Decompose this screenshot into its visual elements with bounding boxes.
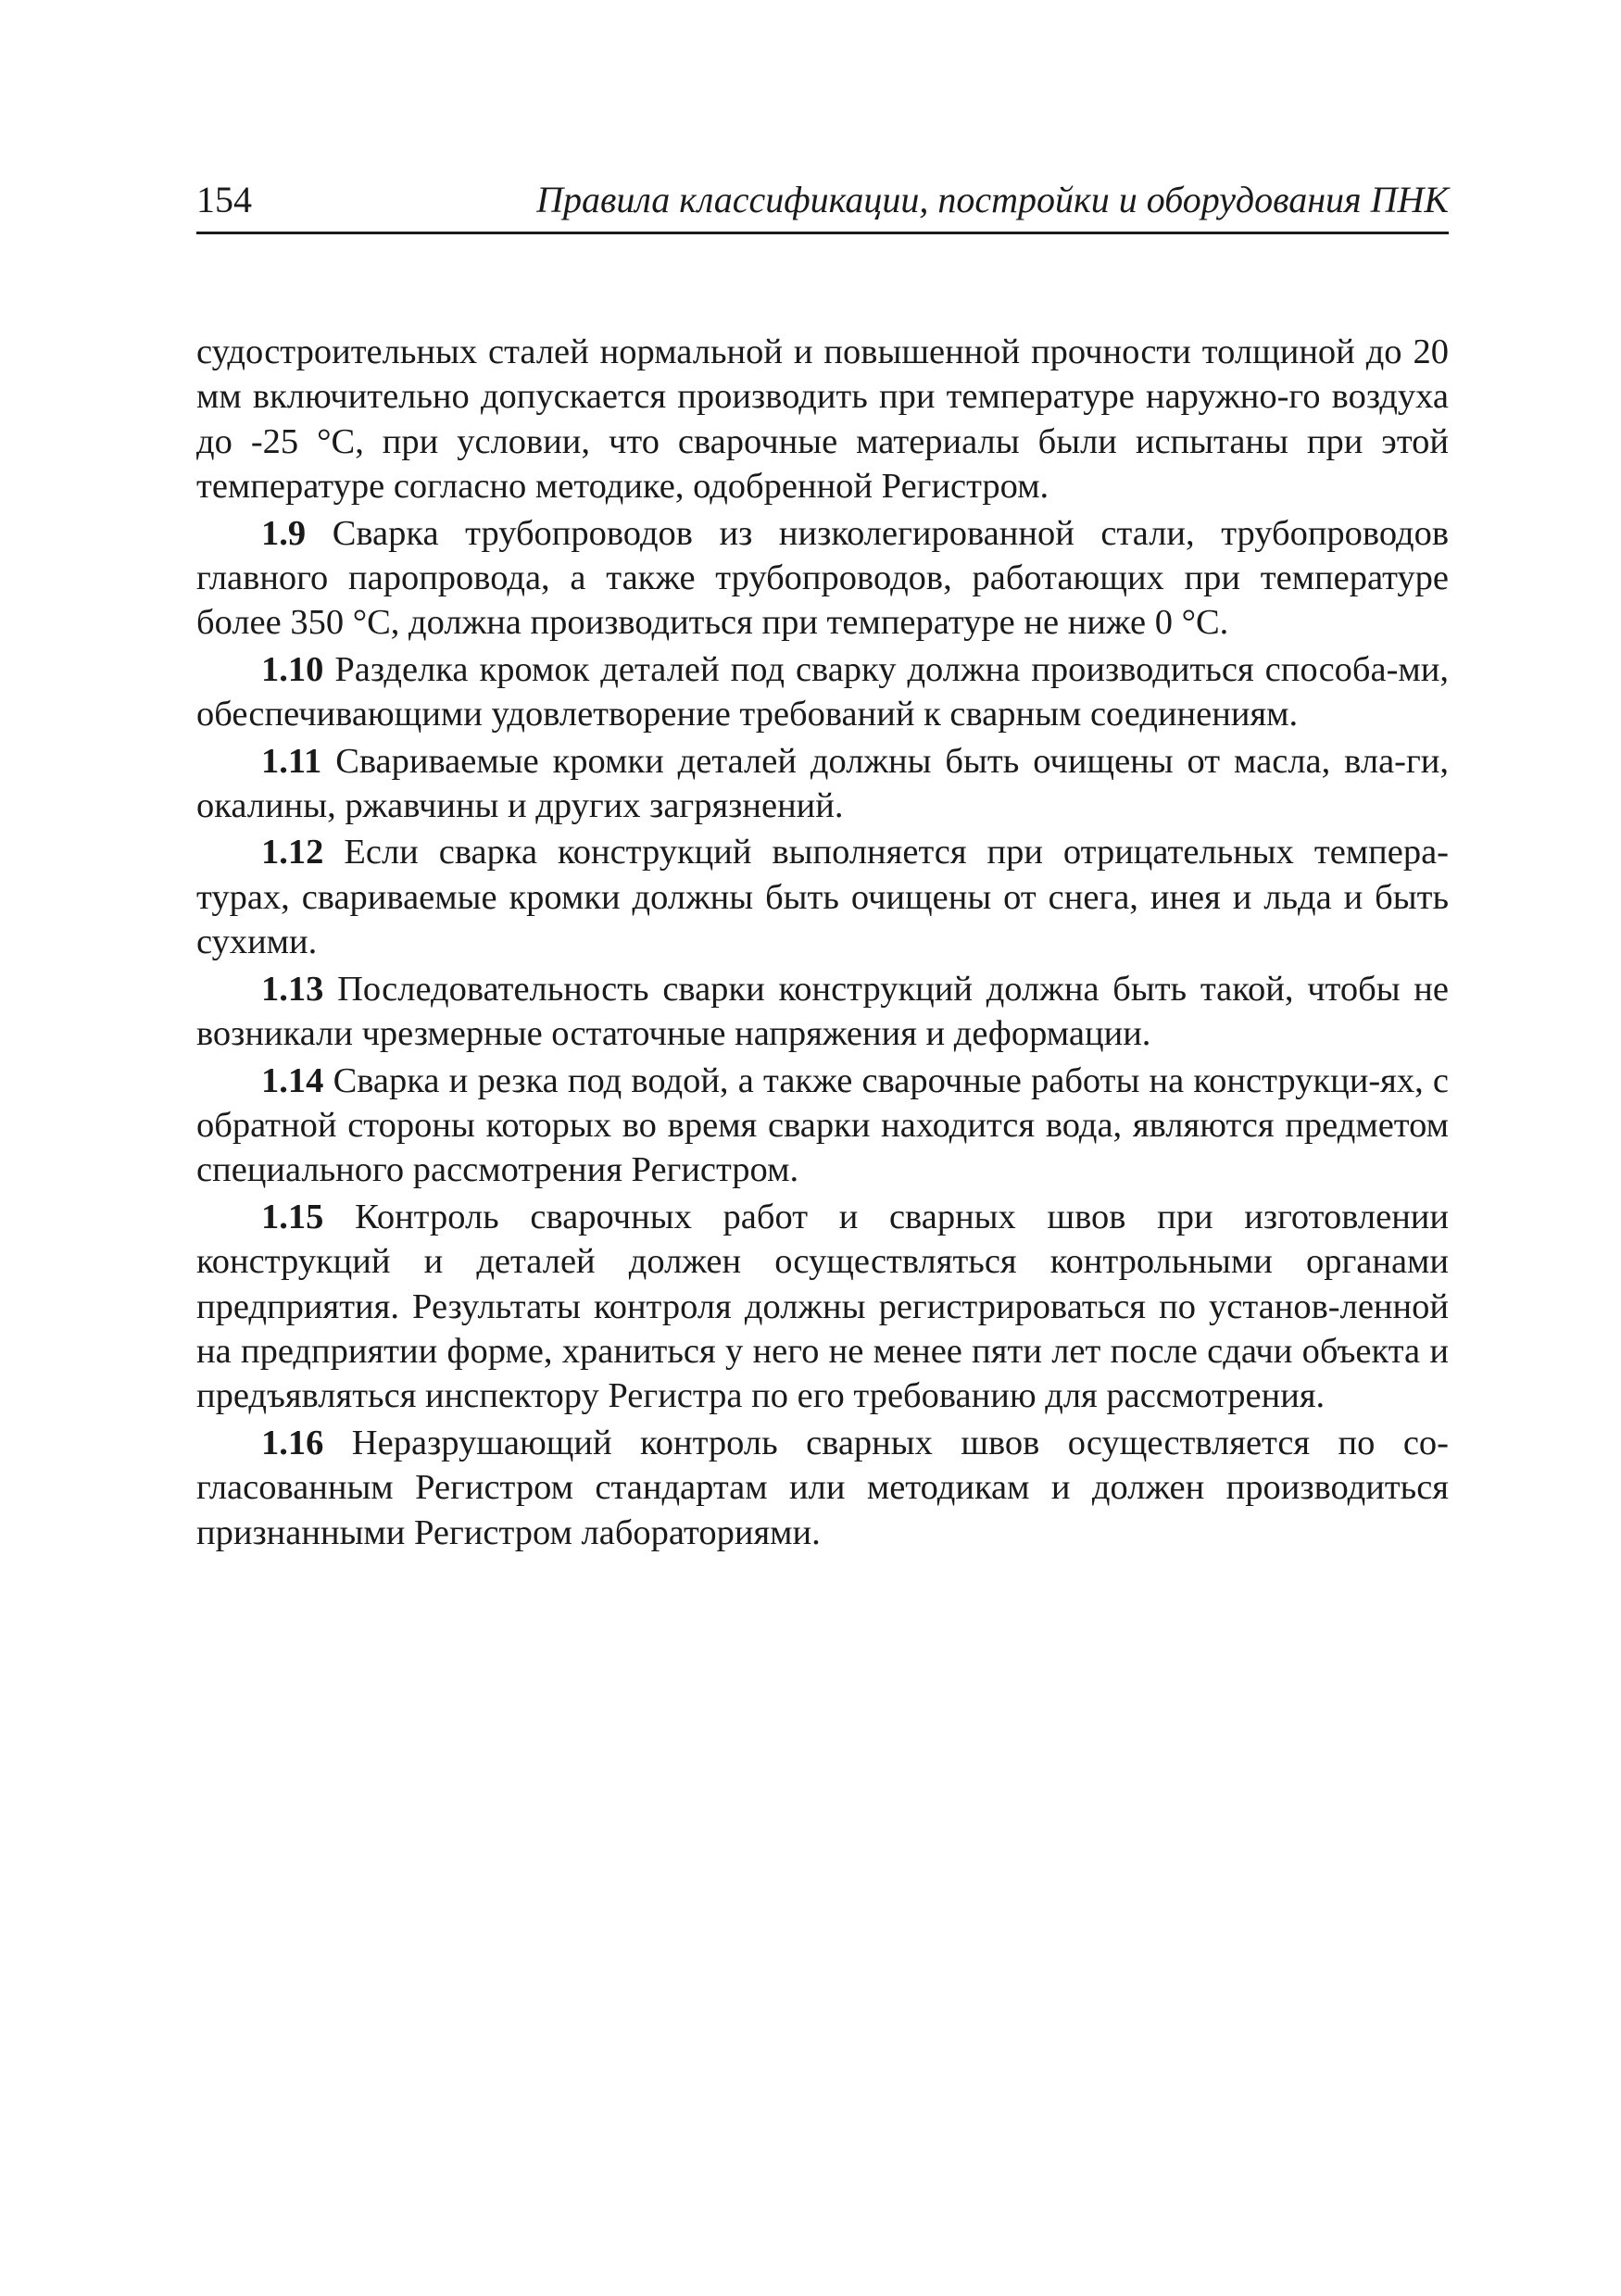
paragraph-text: Контроль сварочных работ и сварных швов при изготовлении конструкций и деталей должен осуществляться контрольными органами предприятия. Результаты контроля должны регистрироваться по установ-ленной на предприятии форме, храниться у него не менее пяти лет после сдачи объекта и предъявляться инспектору Регистра по его требованию для рассмотрения. xyxy=(196,1197,1449,1416)
page-header xyxy=(196,176,1449,234)
section-number: 1.12 xyxy=(261,833,324,872)
section-1-14 xyxy=(196,1059,1449,1193)
paragraph-text: Свариваемые кромки деталей должны быть очищены от масла, вла-ги, окалины, ржавчины и других загрязнений. xyxy=(196,741,1449,826)
section-1-15 xyxy=(196,1195,1449,1419)
paragraph-text: судостроительных сталей нормальной и повышенной прочности толщиной до 20 мм включительно допускается производить при температуре наружно-го воздуха до -25 °С, при условии, что сварочные материалы были испытаны при этой температуре согласно методике, одобренной Регистром. xyxy=(196,332,1449,507)
section-1-9 xyxy=(196,511,1449,646)
section-1-12 xyxy=(196,830,1449,964)
section-number: 1.11 xyxy=(261,741,322,781)
section-number: 1.13 xyxy=(261,969,324,1009)
paragraph-text: Сварка и резка под водой, а также сварочные работы на конструкци-ях, с обратной стороны которых во время сварки находится вода, являются предметом специального рассмотрения Регистром. xyxy=(196,1060,1450,1190)
running-title: Правила классификации, постройки и оборудования ПНК xyxy=(536,179,1449,220)
paragraph-text: Разделка кромок деталей под сварку должна производиться способа-ми, обеспечивающими удовлетворение требований к сварным соединениям. xyxy=(196,649,1449,734)
section-number: 1.9 xyxy=(261,513,307,553)
section-1-11 xyxy=(196,739,1449,829)
body-text xyxy=(196,330,1449,1557)
section-1-13 xyxy=(196,967,1449,1057)
section-number: 1.14 xyxy=(261,1060,324,1100)
paragraph-text: Неразрушающий контроль сварных швов осуществляется по со-гласованным Регистром стандартам или методикам и должен производиться признанными Регистром лабораториями. xyxy=(196,1423,1449,1552)
section-number: 1.16 xyxy=(261,1423,324,1462)
paragraph-continuation xyxy=(196,330,1449,509)
paragraph-text: Последовательность сварки конструкций должна быть такой, чтобы не возникали чрезмерные остаточные напряжения и деформации. xyxy=(196,969,1450,1054)
section-1-16 xyxy=(196,1421,1449,1555)
section-number: 1.15 xyxy=(261,1197,324,1236)
section-number: 1.10 xyxy=(261,649,324,689)
paragraph-text: Сварка трубопроводов из низколегированной стали, трубопроводов главного паропровода, а также трубопроводов, работающих при температуре более 350 °С, должна производиться при температуре не ниже 0 °С. xyxy=(196,513,1450,643)
section-1-10 xyxy=(196,647,1449,737)
page-number: 154 xyxy=(196,179,252,220)
paragraph-text: Если сварка конструкций выполняется при отрицательных темпера-турах, свариваемые кромки должны быть очищены от снега, инея и льда и быть сухими. xyxy=(196,833,1449,962)
